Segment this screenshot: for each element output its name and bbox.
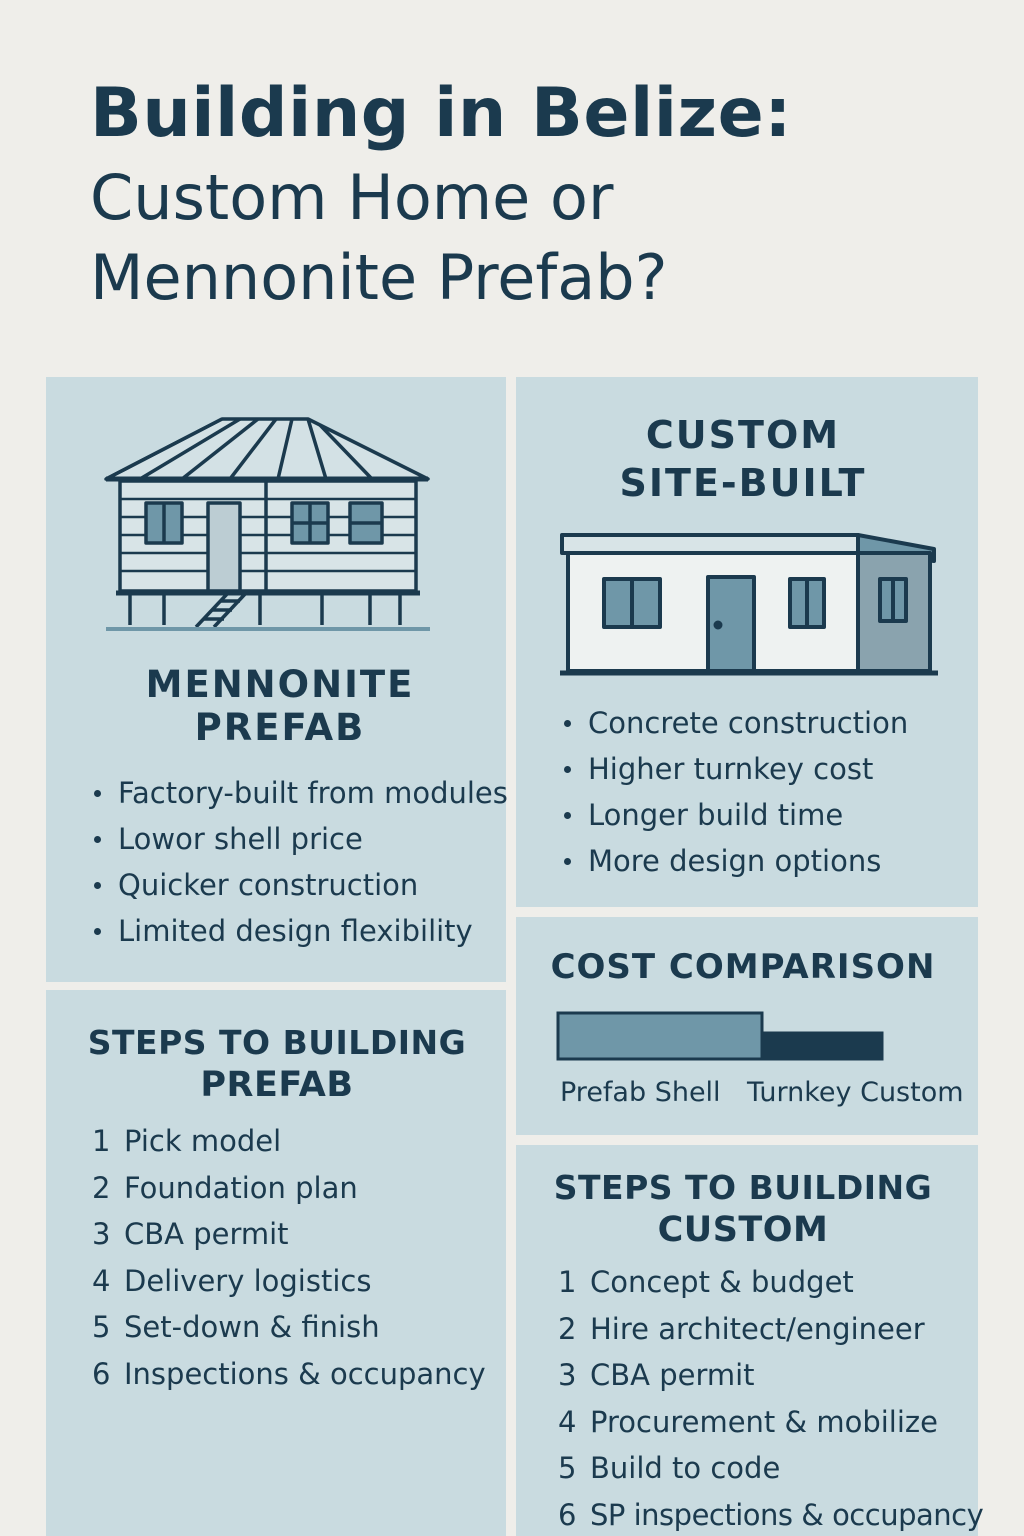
cost-bars [556, 1011, 886, 1063]
custom-panel [516, 377, 978, 907]
cost-comparison-panel [516, 917, 978, 1135]
prefab-shell-label: Prefab Shell [560, 1077, 721, 1108]
steps-prefab-list [92, 1118, 486, 1397]
steps-prefab-heading [46, 1022, 508, 1106]
steps-custom-list [558, 1259, 983, 1536]
list-item: 5 Set-down & finish [92, 1310, 380, 1344]
list-item: Factory-built from modules [90, 770, 508, 816]
stilt-house-icon [100, 415, 442, 635]
prefab-shell-bar [558, 1013, 762, 1059]
title-line-3: Mennonite Prefab? [90, 241, 668, 314]
list-item: 6 SP inspections & occupancy [558, 1497, 984, 1532]
custom-heading-line-1: CUSTOM [645, 413, 841, 457]
cost-heading: COST COMPARISON [550, 947, 936, 987]
prefab-heading-line-2: PREFAB [194, 706, 366, 749]
turnkey-custom-label: Turnkey Custom [747, 1077, 964, 1108]
prefab-panel [46, 377, 506, 982]
title-line-2: Custom Home or [90, 161, 614, 234]
custom-heading [516, 411, 970, 507]
list-item: 1 Pick model [92, 1124, 282, 1158]
steps-custom-heading [516, 1167, 970, 1251]
steps-custom-panel [516, 1145, 984, 1536]
list-item: Lowor shell price [90, 816, 508, 862]
list-item: 3 CBA permit [92, 1217, 289, 1251]
page-title [90, 70, 990, 318]
title-line-1: Building in Belize: [90, 74, 792, 153]
list-item: Limited design flexibility [90, 908, 508, 954]
custom-heading-line-2: SITE-BUILT [619, 461, 867, 505]
steps-prefab-heading-line-1: STEPS TO BUILDING [87, 1023, 467, 1062]
turnkey-custom-bar [762, 1033, 882, 1059]
list-item: 6 Inspections & occupancy [92, 1356, 486, 1391]
steps-custom-heading-line-1: STEPS TO BUILDING [553, 1168, 933, 1207]
list-item: Quicker construction [90, 862, 508, 908]
list-item: 2 Foundation plan [92, 1170, 358, 1205]
prefab-heading [46, 663, 514, 749]
list-item: 4 Procurement & mobilize [558, 1404, 938, 1439]
list-item: 5 Build to code [558, 1451, 781, 1485]
list-item: 2 Hire architect/engineer [558, 1311, 925, 1346]
list-item: 1 Concept & budget [558, 1265, 854, 1299]
list-item: More design options [560, 838, 908, 884]
prefab-heading-line-1: MENNONITE [145, 663, 415, 706]
list-item: Higher turnkey cost [560, 746, 908, 792]
list-item: 4 Delivery logistics [92, 1263, 372, 1298]
steps-custom-heading-line-2: CUSTOM [657, 1210, 829, 1250]
list-item: Concrete construction [560, 700, 908, 746]
prefab-bullet-list [90, 770, 508, 954]
list-item: Longer build time [560, 792, 908, 838]
steps-prefab-heading-line-2: PREFAB [200, 1065, 354, 1105]
list-item: 3 CBA permit [558, 1358, 755, 1392]
steps-prefab-panel [46, 990, 506, 1536]
custom-bullet-list [560, 700, 908, 884]
concrete-house-icon [558, 529, 942, 679]
